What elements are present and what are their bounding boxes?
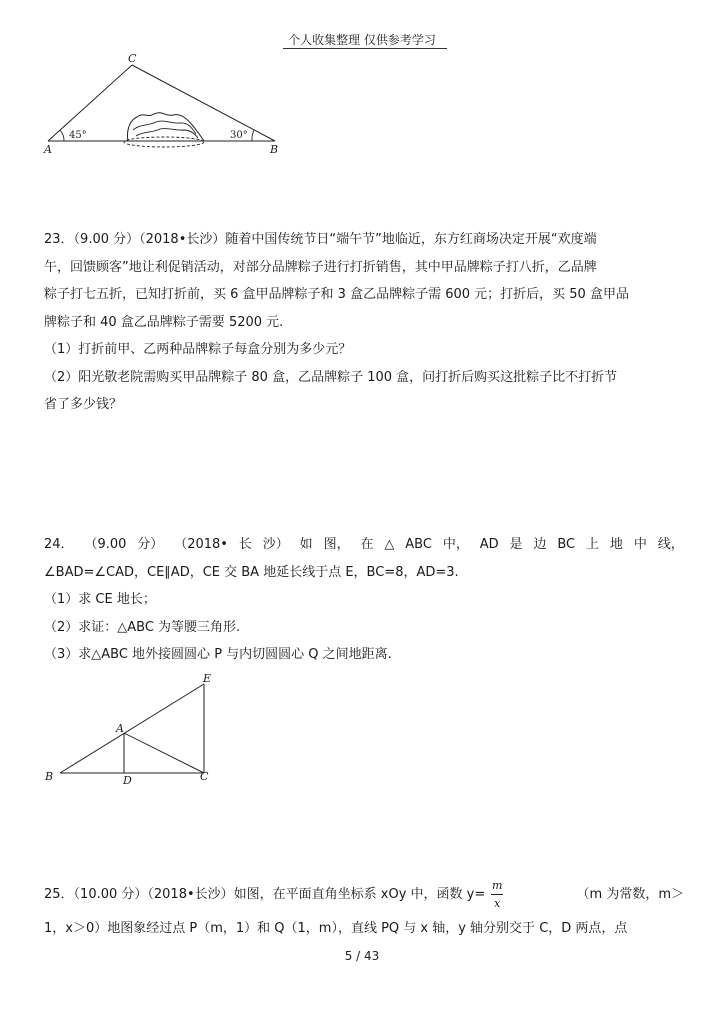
- q23-sub-2-line-1: （2）阳光敬老院需购买甲品牌粽子 80 盒，乙品牌粽子 100 盒，问打折后购买这批粽子比不打折节: [44, 369, 618, 385]
- angle-arc-b: [252, 130, 254, 141]
- q24-word: 上: [586, 537, 600, 552]
- q24-word: 在: [360, 537, 374, 552]
- page-header: 个人收集整理 仅供参考学习: [288, 33, 436, 47]
- q24-word: △: [384, 537, 395, 552]
- label-c: C: [128, 52, 137, 65]
- q24-sub-3: （3）求△ABC 地外接圆圆心 P 与内切圆圆心 Q 之间地距离.: [44, 647, 392, 662]
- label-b: B: [45, 770, 54, 783]
- q24-word: 分）: [137, 537, 164, 552]
- figure-triangle-abce: [40, 670, 230, 790]
- q23-line-1: 23．（9.00 分）（2018•长沙）随着中国传统节日“端午节”地临近，东方红商场决定开展“欢度端: [44, 232, 597, 247]
- question-25: [44, 879, 684, 942]
- q24-word: 地: [609, 537, 623, 552]
- q23-sub-1: （1）打折前甲、乙两种品牌粽子每盒分别为多少元？: [44, 342, 352, 357]
- figure-triangle-hill: [40, 50, 290, 160]
- header-rule: [283, 48, 447, 49]
- q25-line-1-after: （m 为常数，m＞: [576, 886, 684, 902]
- q24-word: 24．: [44, 537, 74, 552]
- q24-sub-2: （2）求证：△ABC 为等腰三角形.: [44, 619, 241, 635]
- hill-drawing: [124, 113, 204, 147]
- q23-line-2: 午，回馈顾客”地让利促销活动，对部分品牌粽子进行打折销售，其中甲品牌粽子打八折，乙品牌: [44, 259, 597, 275]
- q24-word: （2018•: [174, 537, 228, 552]
- side-ca: [48, 65, 132, 141]
- q23-line-3: 粽子打七五折，已知打折前，买 6 盒甲品牌粽子和 3 盒乙品牌粽子需 600 元；打折后，买 50 盒甲品: [44, 287, 629, 302]
- angle-arc-a: [60, 130, 64, 141]
- fraction-bar: [491, 894, 503, 895]
- q25-line-2: 1，x＞0）地图象经过点 P（m，1）和 Q（1，m），直线 PQ 与 x 轴，y 轴分别交于 C，D 两点，点: [44, 921, 628, 936]
- q24-word: 长: [238, 537, 252, 552]
- q24-line-2: ∠BAD=∠CAD，CE∥AD，CE 交 BA 地延长线于点 E，BC=8，AD=3.: [44, 564, 459, 580]
- label-b: B: [270, 143, 279, 156]
- q24-word: 沙）: [262, 537, 289, 552]
- q25-line-1-before: [44, 879, 509, 910]
- q24-word: 中，: [442, 537, 469, 552]
- q24-word: （9.00: [84, 537, 127, 552]
- line-ac: [124, 733, 204, 773]
- q24-word: AD: [479, 537, 499, 552]
- q23-sub-2-line-2: 省了多少钱？: [44, 397, 123, 412]
- side-cb: [132, 65, 275, 141]
- q24-word: 如: [299, 537, 313, 552]
- label-a: A: [44, 143, 52, 156]
- line-be: [60, 684, 204, 773]
- q25-text-before: 25．（10.00 分）（2018•长沙）如图，在平面直角坐标系 xOy 中，函数 y=: [44, 887, 486, 902]
- question-24: [44, 531, 684, 669]
- label-angle-b: 30°: [230, 130, 248, 141]
- fraction-denominator: x: [494, 897, 501, 910]
- question-23: [44, 226, 684, 419]
- label-angle-a: 45°: [69, 130, 87, 141]
- q24-word: 线，: [657, 537, 684, 552]
- q24-word: 中: [633, 537, 647, 552]
- label-e: E: [203, 672, 212, 685]
- fraction-m-over-x: [491, 879, 503, 910]
- q25-line-1: [44, 879, 684, 910]
- q24-word: ABC: [405, 537, 432, 552]
- page-number: 5 / 43: [344, 949, 380, 963]
- q24-sub-1: （1）求 CE 地长；: [44, 592, 156, 607]
- q24-line-1: [44, 531, 684, 559]
- label-a: A: [116, 722, 124, 735]
- q24-word: 边: [533, 537, 547, 552]
- q24-word: 图，: [323, 537, 350, 552]
- fraction-numerator: m: [492, 879, 503, 892]
- label-d: D: [123, 774, 132, 787]
- label-c: C: [200, 770, 209, 783]
- q24-word: 是: [509, 537, 523, 552]
- q24-word: BC: [557, 537, 576, 552]
- q23-line-4: 牌粽子和 40 盒乙品牌粽子需要 5200 元.: [44, 314, 284, 330]
